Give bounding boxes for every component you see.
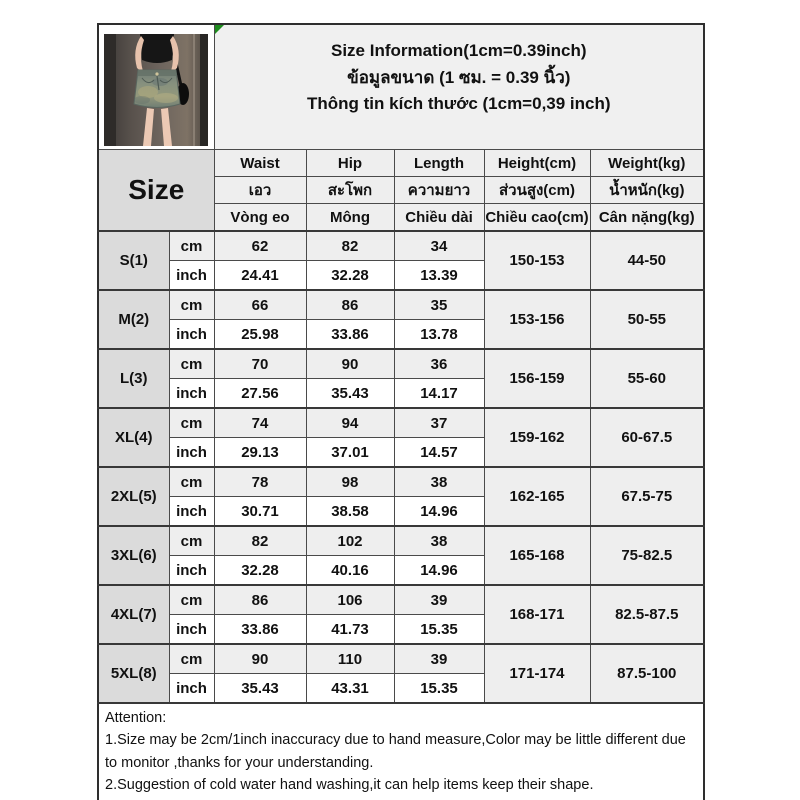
measurement-value-cm: 90 bbox=[214, 644, 306, 674]
measurement-value-inch: 14.17 bbox=[394, 379, 484, 409]
title-thai: ข้อมูลขนาด (1 ซม. = 0.39 นิ้ว) bbox=[347, 67, 571, 87]
measurement-value-inch: 27.56 bbox=[214, 379, 306, 409]
unit-inch-label: inch bbox=[169, 379, 214, 409]
size-label: XL(4) bbox=[98, 408, 169, 467]
unit-cm-label: cm bbox=[169, 526, 214, 556]
measurement-value-inch: 37.01 bbox=[306, 438, 394, 468]
measurement-value-cm: 82 bbox=[306, 231, 394, 261]
unit-inch-label: inch bbox=[169, 320, 214, 350]
measurement-value-inch: 43.31 bbox=[306, 674, 394, 704]
col-header-hip-th: สะโพก bbox=[306, 177, 394, 204]
measurement-value-cm: 37 bbox=[394, 408, 484, 438]
measurement-value-inch: 13.78 bbox=[394, 320, 484, 350]
measurement-value-inch: 32.28 bbox=[214, 556, 306, 586]
measurement-value-cm: 90 bbox=[306, 349, 394, 379]
measurement-value-cm: 70 bbox=[214, 349, 306, 379]
size-row-cm bbox=[98, 349, 704, 379]
measurement-value-inch: 14.96 bbox=[394, 556, 484, 586]
height-range: 162-165 bbox=[484, 467, 590, 526]
title-cell bbox=[214, 24, 704, 150]
measurement-value-inch: 24.41 bbox=[214, 261, 306, 291]
col-header-height-th: ส่วนสูง(cm) bbox=[484, 177, 590, 204]
measurement-value-cm: 102 bbox=[306, 526, 394, 556]
measurement-value-cm: 39 bbox=[394, 644, 484, 674]
measurement-value-inch: 13.39 bbox=[394, 261, 484, 291]
measurement-value-cm: 98 bbox=[306, 467, 394, 497]
measurement-value-inch: 15.35 bbox=[394, 674, 484, 704]
unit-cm-label: cm bbox=[169, 585, 214, 615]
product-photo-cell bbox=[98, 24, 214, 150]
measurement-value-cm: 39 bbox=[394, 585, 484, 615]
weight-range: 87.5-100 bbox=[590, 644, 704, 703]
unit-inch-label: inch bbox=[169, 615, 214, 645]
height-range: 153-156 bbox=[484, 290, 590, 349]
weight-range: 67.5-75 bbox=[590, 467, 704, 526]
measurement-value-inch: 33.86 bbox=[306, 320, 394, 350]
measurement-value-inch: 25.98 bbox=[214, 320, 306, 350]
attention-title: Attention: bbox=[105, 710, 167, 726]
col-header-weight-th: น้ำหนัก(kg) bbox=[590, 177, 704, 204]
col-header-hip-vi: Mông bbox=[306, 204, 394, 232]
unit-cm-label: cm bbox=[169, 467, 214, 497]
weight-range: 50-55 bbox=[590, 290, 704, 349]
product-photo bbox=[104, 34, 208, 146]
measurement-value-inch: 32.28 bbox=[306, 261, 394, 291]
attention-row bbox=[98, 703, 704, 800]
weight-range: 75-82.5 bbox=[590, 526, 704, 585]
measurement-value-inch: 14.57 bbox=[394, 438, 484, 468]
size-label: M(2) bbox=[98, 290, 169, 349]
comment-marker-icon bbox=[215, 25, 224, 34]
measurement-value-inch: 38.58 bbox=[306, 497, 394, 527]
weight-range: 44-50 bbox=[590, 231, 704, 290]
unit-cm-label: cm bbox=[169, 408, 214, 438]
size-column-header: Size bbox=[98, 150, 214, 232]
size-label: 4XL(7) bbox=[98, 585, 169, 644]
size-label: L(3) bbox=[98, 349, 169, 408]
height-range: 171-174 bbox=[484, 644, 590, 703]
weight-range: 60-67.5 bbox=[590, 408, 704, 467]
measurement-value-cm: 35 bbox=[394, 290, 484, 320]
col-header-hip-en: Hip bbox=[306, 150, 394, 177]
height-range: 156-159 bbox=[484, 349, 590, 408]
unit-cm-label: cm bbox=[169, 290, 214, 320]
measurement-value-cm: 74 bbox=[214, 408, 306, 438]
measurement-value-cm: 110 bbox=[306, 644, 394, 674]
col-header-weight-vi: Cân nặng(kg) bbox=[590, 204, 704, 232]
measurement-value-inch: 29.13 bbox=[214, 438, 306, 468]
attention-note bbox=[98, 703, 704, 800]
height-range: 159-162 bbox=[484, 408, 590, 467]
size-row-cm bbox=[98, 644, 704, 674]
weight-range: 55-60 bbox=[590, 349, 704, 408]
size-row-cm bbox=[98, 467, 704, 497]
title-row bbox=[98, 24, 704, 150]
measurement-value-cm: 86 bbox=[214, 585, 306, 615]
unit-inch-label: inch bbox=[169, 261, 214, 291]
unit-inch-label: inch bbox=[169, 674, 214, 704]
height-range: 165-168 bbox=[484, 526, 590, 585]
measurement-value-cm: 34 bbox=[394, 231, 484, 261]
column-header-row-en bbox=[98, 150, 704, 177]
measurement-value-inch: 30.71 bbox=[214, 497, 306, 527]
measurement-value-cm: 66 bbox=[214, 290, 306, 320]
size-row-cm bbox=[98, 290, 704, 320]
height-range: 168-171 bbox=[484, 585, 590, 644]
unit-cm-label: cm bbox=[169, 349, 214, 379]
size-label: 3XL(6) bbox=[98, 526, 169, 585]
size-label: 2XL(5) bbox=[98, 467, 169, 526]
unit-cm-label: cm bbox=[169, 644, 214, 674]
measurement-value-cm: 94 bbox=[306, 408, 394, 438]
col-header-length-vi: Chiều dài bbox=[394, 204, 484, 232]
title-english: Size Information(1cm=0.39inch) bbox=[330, 41, 587, 61]
measurement-value-inch: 35.43 bbox=[214, 674, 306, 704]
col-header-length-en: Length bbox=[394, 150, 484, 177]
measurement-value-inch: 35.43 bbox=[306, 379, 394, 409]
col-header-height-vi: Chiều cao(cm) bbox=[484, 204, 590, 232]
size-label: S(1) bbox=[98, 231, 169, 290]
measurement-value-inch: 14.96 bbox=[394, 497, 484, 527]
measurement-value-inch: 41.73 bbox=[306, 615, 394, 645]
size-table bbox=[97, 23, 705, 800]
col-header-length-th: ความยาว bbox=[394, 177, 484, 204]
unit-inch-label: inch bbox=[169, 556, 214, 586]
col-header-waist-en: Waist bbox=[214, 150, 306, 177]
size-label: 5XL(8) bbox=[98, 644, 169, 703]
measurement-value-inch: 15.35 bbox=[394, 615, 484, 645]
size-row-cm bbox=[98, 526, 704, 556]
unit-inch-label: inch bbox=[169, 438, 214, 468]
col-header-waist-vi: Vòng eo bbox=[214, 204, 306, 232]
measurement-value-cm: 78 bbox=[214, 467, 306, 497]
col-header-waist-th: เอว bbox=[214, 177, 306, 204]
measurement-value-cm: 106 bbox=[306, 585, 394, 615]
measurement-value-cm: 86 bbox=[306, 290, 394, 320]
size-row-cm bbox=[98, 408, 704, 438]
measurement-value-inch: 33.86 bbox=[214, 615, 306, 645]
unit-cm-label: cm bbox=[169, 231, 214, 261]
title-vietnamese: Thông tin kích thước (1cm=0,39 inch) bbox=[307, 94, 611, 114]
unit-inch-label: inch bbox=[169, 497, 214, 527]
measurement-value-cm: 62 bbox=[214, 231, 306, 261]
measurement-value-cm: 38 bbox=[394, 526, 484, 556]
measurement-value-cm: 36 bbox=[394, 349, 484, 379]
measurement-value-cm: 38 bbox=[394, 467, 484, 497]
col-header-weight-en: Weight(kg) bbox=[590, 150, 704, 177]
size-row-cm bbox=[98, 585, 704, 615]
attention-line-1: 1.Size may be 2cm/1inch inaccuracy due to hand measure,Color may be little different due to monitor ,thanks for your understanding. bbox=[105, 732, 686, 771]
measurement-value-inch: 40.16 bbox=[306, 556, 394, 586]
size-row-cm bbox=[98, 231, 704, 261]
attention-line-2: 2.Suggestion of cold water hand washing,it can help items keep their shape. bbox=[105, 777, 594, 794]
height-range: 150-153 bbox=[484, 231, 590, 290]
measurement-value-cm: 82 bbox=[214, 526, 306, 556]
col-header-height-en: Height(cm) bbox=[484, 150, 590, 177]
weight-range: 82.5-87.5 bbox=[590, 585, 704, 644]
